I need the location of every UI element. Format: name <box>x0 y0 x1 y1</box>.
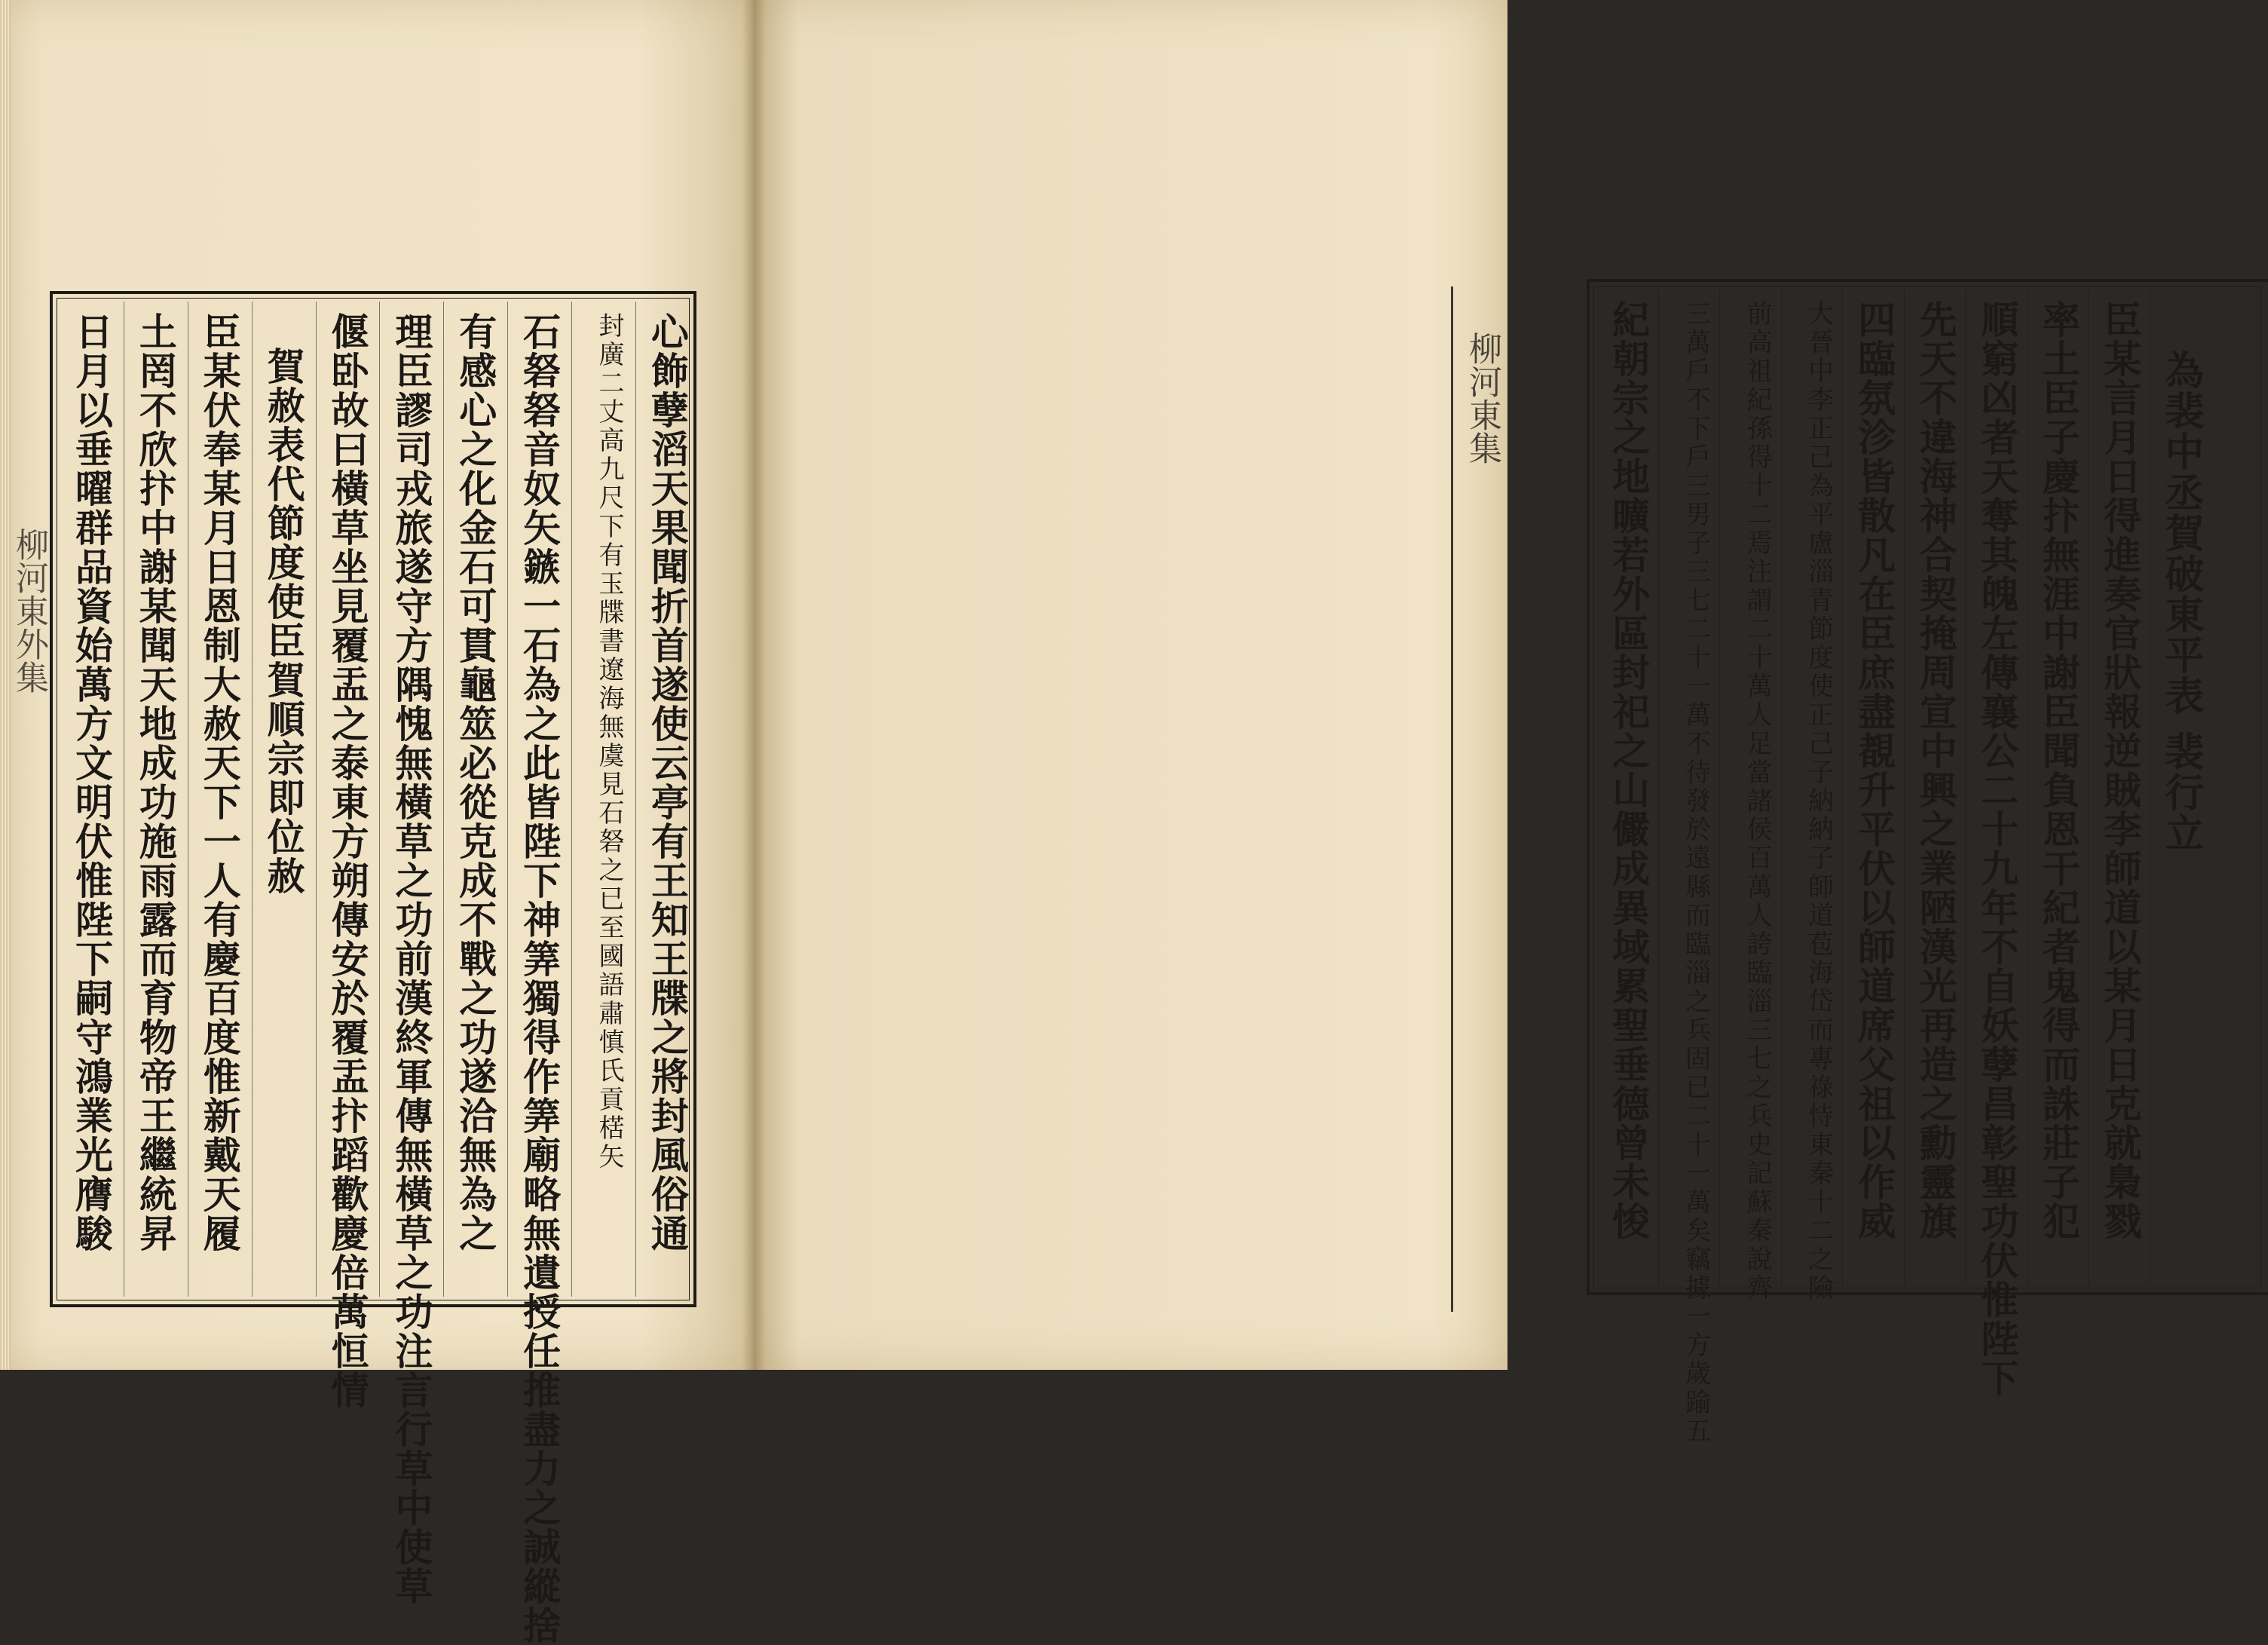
right-text-frame <box>1587 279 2268 1446</box>
text-column: 理臣謬司戎旅遂守方隅愧無橫草之功前漢終軍傳無橫草之功注言行草中使草 <box>379 302 430 1297</box>
text-column: 賀赦表代節度使臣賀順宗即位赦 <box>252 302 302 1297</box>
text-column: 偃卧故曰橫草坐見覆盂之泰東方朔傳安於覆盂抃蹈歡慶倍萬恒情 <box>316 302 366 1297</box>
right-columns <box>1597 289 2204 1446</box>
text-column: 有感心之化金石可貫龜筮必從克成不戰之功遂洽無為之 <box>443 302 494 1297</box>
left-page <box>0 0 754 1645</box>
text-column: 四臨氛沴皆散凡在臣庶盡覩升平伏以師道席父祖以作威 <box>1842 289 1893 1285</box>
text-column: 心飾孽滔天果聞折首遂使云亭有王知王牒之將封風俗通 <box>635 302 686 1297</box>
text-column: 前高祖紀孫得十二焉注謂二十萬人足當諸侯百萬人誇臨淄三七之兵史記蘇秦說齊 <box>1719 289 1770 1285</box>
left-margin-label: 柳河東外集 <box>10 528 48 694</box>
text-column: 臣某言月日得進奏官狀報逆賊李師道以某月日克就梟戮 <box>2088 289 2138 1285</box>
text-column: 日月以垂曜群品資始萬方文明伏惟陛下嗣守鴻業光膺駿 <box>69 312 114 1253</box>
text-column: 三萬戶不下戶三男子三七二十一萬不待發於遠縣而臨淄之兵固已二十一萬矣竊據一方歲踰五 <box>1658 289 1709 1285</box>
left-columns <box>60 302 690 1645</box>
text-column: 大晉中李正己為平盧淄青節度使正己子納納子師道苞海岱而專祿恃東秦十二之險 <box>1781 289 1832 1285</box>
right-spine-label: 柳河東集 <box>1451 286 1506 1312</box>
right-page <box>754 0 2204 1446</box>
text-column: 石砮砮音奴矢鏃一石為之此皆陛下神筭獨得作筭廟略無遺授任推盡力之誠縱捨 <box>507 302 558 1297</box>
text-column: 為裴中丞賀破東平表 裴行立 <box>2150 289 2200 1285</box>
book-gutter <box>742 0 765 1370</box>
text-column: 臣某伏奉某月日恩制大赦天下一人有慶百度惟新戴天履 <box>188 302 238 1297</box>
text-column: 紀朝宗之地曠若外區封祀之山儼成異域累聖垂德曾未悛 <box>1606 300 1651 1241</box>
left-text-frame <box>50 291 696 1645</box>
text-column: 先天不違海神合契掩周宣中興之業陋漢光再造之勳靈旗 <box>1904 289 1954 1285</box>
text-column: 封廣二丈高九尺下有玉牒書遼海無虞見石砮之已至國語肅慎氏貢楛矢 <box>571 302 622 1297</box>
text-column: 順窮凶者天奪其魄左傳襄公二十九年不自妖孽昌彰聖功伏惟陛下 <box>1965 289 2015 1285</box>
text-column: 率土臣子慶抃無涯中謝臣聞負恩干紀者鬼得而誅莊子犯 <box>2027 289 2077 1285</box>
text-column: 土罔不欣抃中謝某聞天地成功施雨露而育物帝王繼統昇 <box>124 302 174 1297</box>
